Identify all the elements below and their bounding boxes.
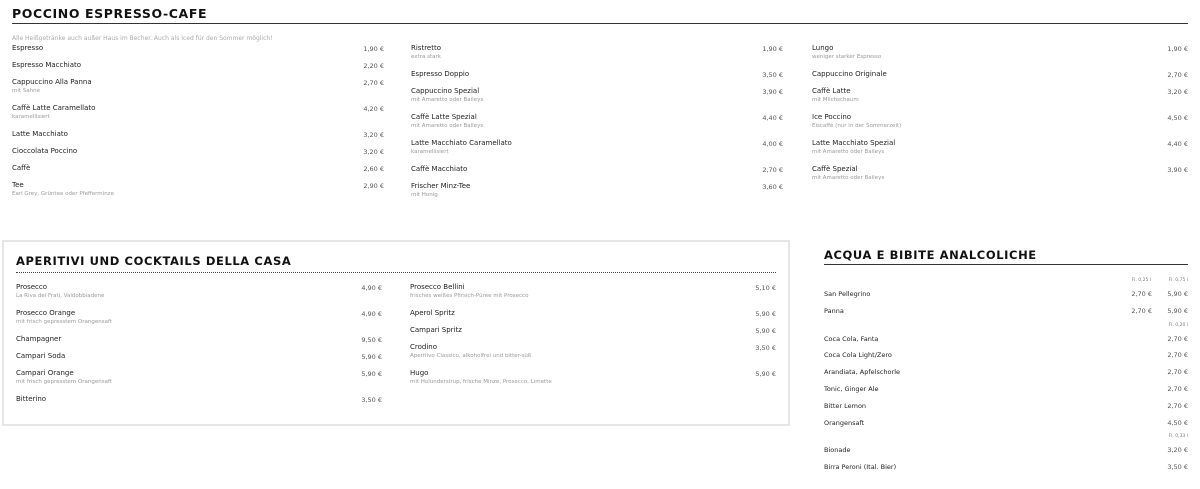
menu-item xyxy=(410,369,776,386)
menu-item xyxy=(12,164,384,173)
menu-item-description: mit frisch gepresstem Orangensaft xyxy=(16,319,112,325)
drink-row xyxy=(824,303,1188,320)
menu-item xyxy=(812,70,1188,79)
menu-item-name: Caffè Spezial xyxy=(812,165,858,173)
menu-item-name: Caffè Latte Spezial xyxy=(411,113,477,121)
size-label: Fl. 0,33 l xyxy=(1168,434,1188,440)
menu-item-name: Caffè Latte Caramellato xyxy=(12,104,96,112)
menu-item-price: 9,50 € xyxy=(361,336,382,344)
menu-item xyxy=(12,147,384,156)
acqua-section-title: ACQUA E BIBITE ANALCOLICHE xyxy=(824,248,1037,262)
menu-item-name: Prosecco Bellini xyxy=(410,283,465,291)
menu-item-price: 4,40 € xyxy=(1167,140,1188,148)
menu-item xyxy=(410,283,776,300)
drink-row xyxy=(824,415,1188,432)
drink-name: Coca Cola Light/Zero xyxy=(824,351,892,360)
menu-item-name: Prosecco Orange xyxy=(16,309,76,317)
drink-row xyxy=(824,381,1188,398)
menu-item-description: karamellisiert xyxy=(411,149,449,155)
menu-item xyxy=(12,61,384,70)
menu-item-name: Lungo xyxy=(812,44,834,52)
size-label: Fl. 0,75 l xyxy=(1168,278,1188,283)
espresso-column-2 xyxy=(411,44,783,208)
drink-price-small: 2,70 € xyxy=(1131,306,1152,315)
menu-item-name: Frischer Minz-Tee xyxy=(411,182,471,190)
espresso-title-rule xyxy=(12,23,1188,24)
menu-item-name: Aperol Spritz xyxy=(410,309,455,317)
aperitivi-dotted-rule xyxy=(16,272,776,273)
menu-item xyxy=(16,283,382,300)
menu-item-name: Crodino xyxy=(410,343,438,351)
menu-item-name: Prosecco xyxy=(16,283,48,291)
menu-item-price: 3,50 € xyxy=(762,71,783,79)
menu-item-description: karamellisiert xyxy=(12,114,50,120)
menu-item xyxy=(12,78,384,95)
drink-name: Bionade xyxy=(824,446,851,455)
menu-item-name: Champagner xyxy=(16,335,62,343)
drink-price: 3,20 € xyxy=(1167,446,1188,455)
drink-price: 2,70 € xyxy=(1167,368,1188,377)
menu-item-name: Caffè Latte xyxy=(812,87,851,95)
menu-item xyxy=(411,182,783,199)
drink-price: 3,50 € xyxy=(1167,463,1188,472)
menu-item xyxy=(411,44,783,61)
menu-item xyxy=(812,139,1188,156)
menu-item xyxy=(410,309,776,318)
size-label: Fl. 0,25 l xyxy=(1131,278,1151,283)
menu-item-name: Ice Poccino xyxy=(812,113,852,121)
menu-item-name: Caffè xyxy=(12,164,31,172)
menu-item-description: Earl Grey, Grüntee oder Pfefferminze xyxy=(12,191,114,197)
menu-item-price: 3,90 € xyxy=(762,88,783,96)
menu-item-price: 5,90 € xyxy=(755,310,776,318)
menu-item-name: Bitterino xyxy=(16,395,47,403)
aperitivi-section-title: APERITIVI UND COCKTAILS DELLA CASA xyxy=(16,254,292,268)
menu-item-price: 2,20 € xyxy=(363,62,384,70)
menu-item xyxy=(16,352,382,361)
drink-row xyxy=(824,459,1188,476)
menu-item-price: 2,70 € xyxy=(1167,71,1188,79)
menu-item-description: mit frisch gepresstem Orangensaft xyxy=(16,379,112,385)
aperitivi-column-1 xyxy=(16,283,382,412)
menu-item xyxy=(812,113,1188,130)
menu-item-name: Espresso Doppio xyxy=(411,70,470,78)
menu-item-name: Campari Soda xyxy=(16,352,66,360)
acqua-soft-list xyxy=(824,331,1188,432)
menu-item-description: La Riva dei Frati, Valdobbiadene xyxy=(16,293,105,299)
menu-item-price: 3,50 € xyxy=(755,344,776,352)
menu-item-name: Latte Macchiato Caramellato xyxy=(411,139,512,147)
menu-item-price: 4,90 € xyxy=(361,310,382,318)
menu-item-price: 3,50 € xyxy=(361,396,382,404)
aperitivi-section xyxy=(2,240,790,426)
drink-price-large: 5,90 € xyxy=(1167,306,1188,315)
menu-item-price: 4,40 € xyxy=(762,114,783,122)
espresso-note: Alle Heißgetränke auch außer Haus im Becher. Auch als Iced für den Sommer möglich! xyxy=(12,35,273,42)
menu-item-price: 3,20 € xyxy=(363,131,384,139)
drink-row xyxy=(824,364,1188,381)
menu-item-name: Latte Macchiato Spezial xyxy=(812,139,896,147)
menu-item xyxy=(812,87,1188,104)
acqua-water-list xyxy=(824,286,1188,320)
menu-item-price: 5,90 € xyxy=(361,353,382,361)
menu-item-price: 4,90 € xyxy=(361,284,382,292)
menu-item-description: extra stark xyxy=(411,54,441,60)
menu-item xyxy=(12,130,384,139)
menu-item-price: 4,50 € xyxy=(1167,114,1188,122)
menu-item xyxy=(812,165,1188,182)
espresso-section-title: POCCINO ESPRESSO-CAFE xyxy=(12,6,208,21)
drink-price-large: 5,90 € xyxy=(1167,290,1188,298)
menu-item-price: 3,60 € xyxy=(762,183,783,191)
menu-item xyxy=(16,369,382,386)
drink-name: Panna xyxy=(824,306,844,315)
menu-item-name: Cappuccino Originale xyxy=(812,70,887,78)
menu-item-description: Eiscaffè (nur in der Sommerzeit) xyxy=(812,123,902,129)
menu-item-price: 2,70 € xyxy=(363,79,384,87)
menu-item xyxy=(12,104,384,121)
drink-name: Bitter Lemon xyxy=(824,401,867,410)
drink-row xyxy=(824,286,1188,303)
menu-item-price: 1,90 € xyxy=(363,45,384,53)
menu-item-name: Latte Macchiato xyxy=(12,130,68,138)
menu-item-price: 2,90 € xyxy=(363,182,384,190)
menu-item-description: Aperitivo Classico, alkoholfrei und bitter-süß xyxy=(410,353,532,359)
menu-item-price: 4,00 € xyxy=(762,140,783,148)
size-label: Fl. 0,20 l xyxy=(1168,322,1188,328)
menu-item xyxy=(410,343,776,360)
drink-price: 2,70 € xyxy=(1167,401,1188,410)
menu-item-name: Campari Spritz xyxy=(410,326,462,334)
menu-item xyxy=(410,326,776,335)
drink-name: Orangensaft xyxy=(824,418,865,427)
menu-item-description: mit Amaretto oder Baileys xyxy=(812,175,885,181)
menu-item xyxy=(411,139,783,156)
drink-name: Coca Cola, Fanta xyxy=(824,334,879,343)
menu-item-price: 4,20 € xyxy=(363,105,384,113)
menu-item-price: 2,70 € xyxy=(762,166,783,174)
menu-item-description: mit Amaretto oder Baileys xyxy=(411,97,484,103)
menu-item-price: 5,90 € xyxy=(755,370,776,378)
menu-item-description: mit Amaretto oder Baileys xyxy=(411,123,484,129)
menu-item-name: Caffè Macchiato xyxy=(411,165,468,173)
menu-item-price: 5,10 € xyxy=(755,284,776,292)
drink-price-small: 2,70 € xyxy=(1131,290,1152,298)
menu-item-price: 5,90 € xyxy=(361,370,382,378)
drink-price: 4,50 € xyxy=(1167,418,1188,427)
espresso-column-3 xyxy=(812,44,1188,208)
menu-item xyxy=(16,395,382,404)
acqua-size-header-other xyxy=(824,431,1188,442)
drink-price: 2,70 € xyxy=(1167,351,1188,360)
menu-item-price: 2,60 € xyxy=(363,165,384,173)
menu-item xyxy=(411,70,783,79)
menu-item-description: weniger starker Espresso xyxy=(812,54,882,60)
drink-name: Birra Peroni (Ital. Bier) xyxy=(824,463,897,472)
menu-item-price: 3,20 € xyxy=(363,148,384,156)
menu-item-name: Campari Orange xyxy=(16,369,74,377)
menu-item-name: Cioccolata Poccino xyxy=(12,147,78,155)
drink-row xyxy=(824,442,1188,459)
acqua-other-list xyxy=(824,442,1188,476)
menu-item-name: Espresso Macchiato xyxy=(12,61,82,69)
menu-item-price: 5,90 € xyxy=(755,327,776,335)
menu-item xyxy=(812,44,1188,61)
drink-price: 2,70 € xyxy=(1167,384,1188,393)
menu-item xyxy=(411,113,783,130)
drink-name: San Pellegrino xyxy=(824,290,871,298)
menu-item xyxy=(16,335,382,344)
menu-item-name: Espresso xyxy=(12,44,44,52)
menu-item-name: Tee xyxy=(12,181,24,189)
menu-item-price: 1,90 € xyxy=(1167,45,1188,53)
acqua-size-header-water xyxy=(824,275,1188,286)
menu-item xyxy=(411,165,783,174)
acqua-section xyxy=(824,248,1188,476)
aperitivi-columns xyxy=(16,283,776,412)
menu-item-price: 1,90 € xyxy=(762,45,783,53)
menu-item-price: 3,20 € xyxy=(1167,88,1188,96)
drink-row xyxy=(824,398,1188,415)
espresso-section xyxy=(12,6,1188,208)
drink-price: 2,70 € xyxy=(1167,334,1188,343)
drink-name: Tonic, Ginger Ale xyxy=(824,384,879,393)
menu-item-description: frisches weißes Pfirsich-Püree mit Prosecco xyxy=(410,293,529,299)
aperitivi-column-2 xyxy=(410,283,776,412)
espresso-columns xyxy=(12,44,1188,208)
drink-row xyxy=(824,331,1188,348)
menu-item-description: mit Milchschaum xyxy=(812,97,859,103)
acqua-size-header-soft xyxy=(824,320,1188,331)
espresso-column-1 xyxy=(12,44,384,208)
menu-item-name: Cappuccino Alla Panna xyxy=(12,78,92,86)
menu-item xyxy=(12,44,384,53)
menu-item-name: Hugo xyxy=(410,369,429,377)
menu-item-name: Ristretto xyxy=(411,44,442,52)
menu-item xyxy=(411,87,783,104)
menu-item xyxy=(16,309,382,326)
menu-item-name: Cappuccino Spezial xyxy=(411,87,480,95)
menu-item-description: mit Amaretto oder Baileys xyxy=(812,149,885,155)
menu-item-description: mit Sahne xyxy=(12,88,41,94)
menu-item xyxy=(12,181,384,198)
menu-item-description: mit Holundersirup, frische Minze, Prosecco, Limette xyxy=(410,379,552,385)
drink-name: Arandiata, Apfelschorle xyxy=(824,368,901,377)
menu-item-description: mit Honig xyxy=(411,192,438,198)
drink-row xyxy=(824,347,1188,364)
menu-item-price: 3,90 € xyxy=(1167,166,1188,174)
